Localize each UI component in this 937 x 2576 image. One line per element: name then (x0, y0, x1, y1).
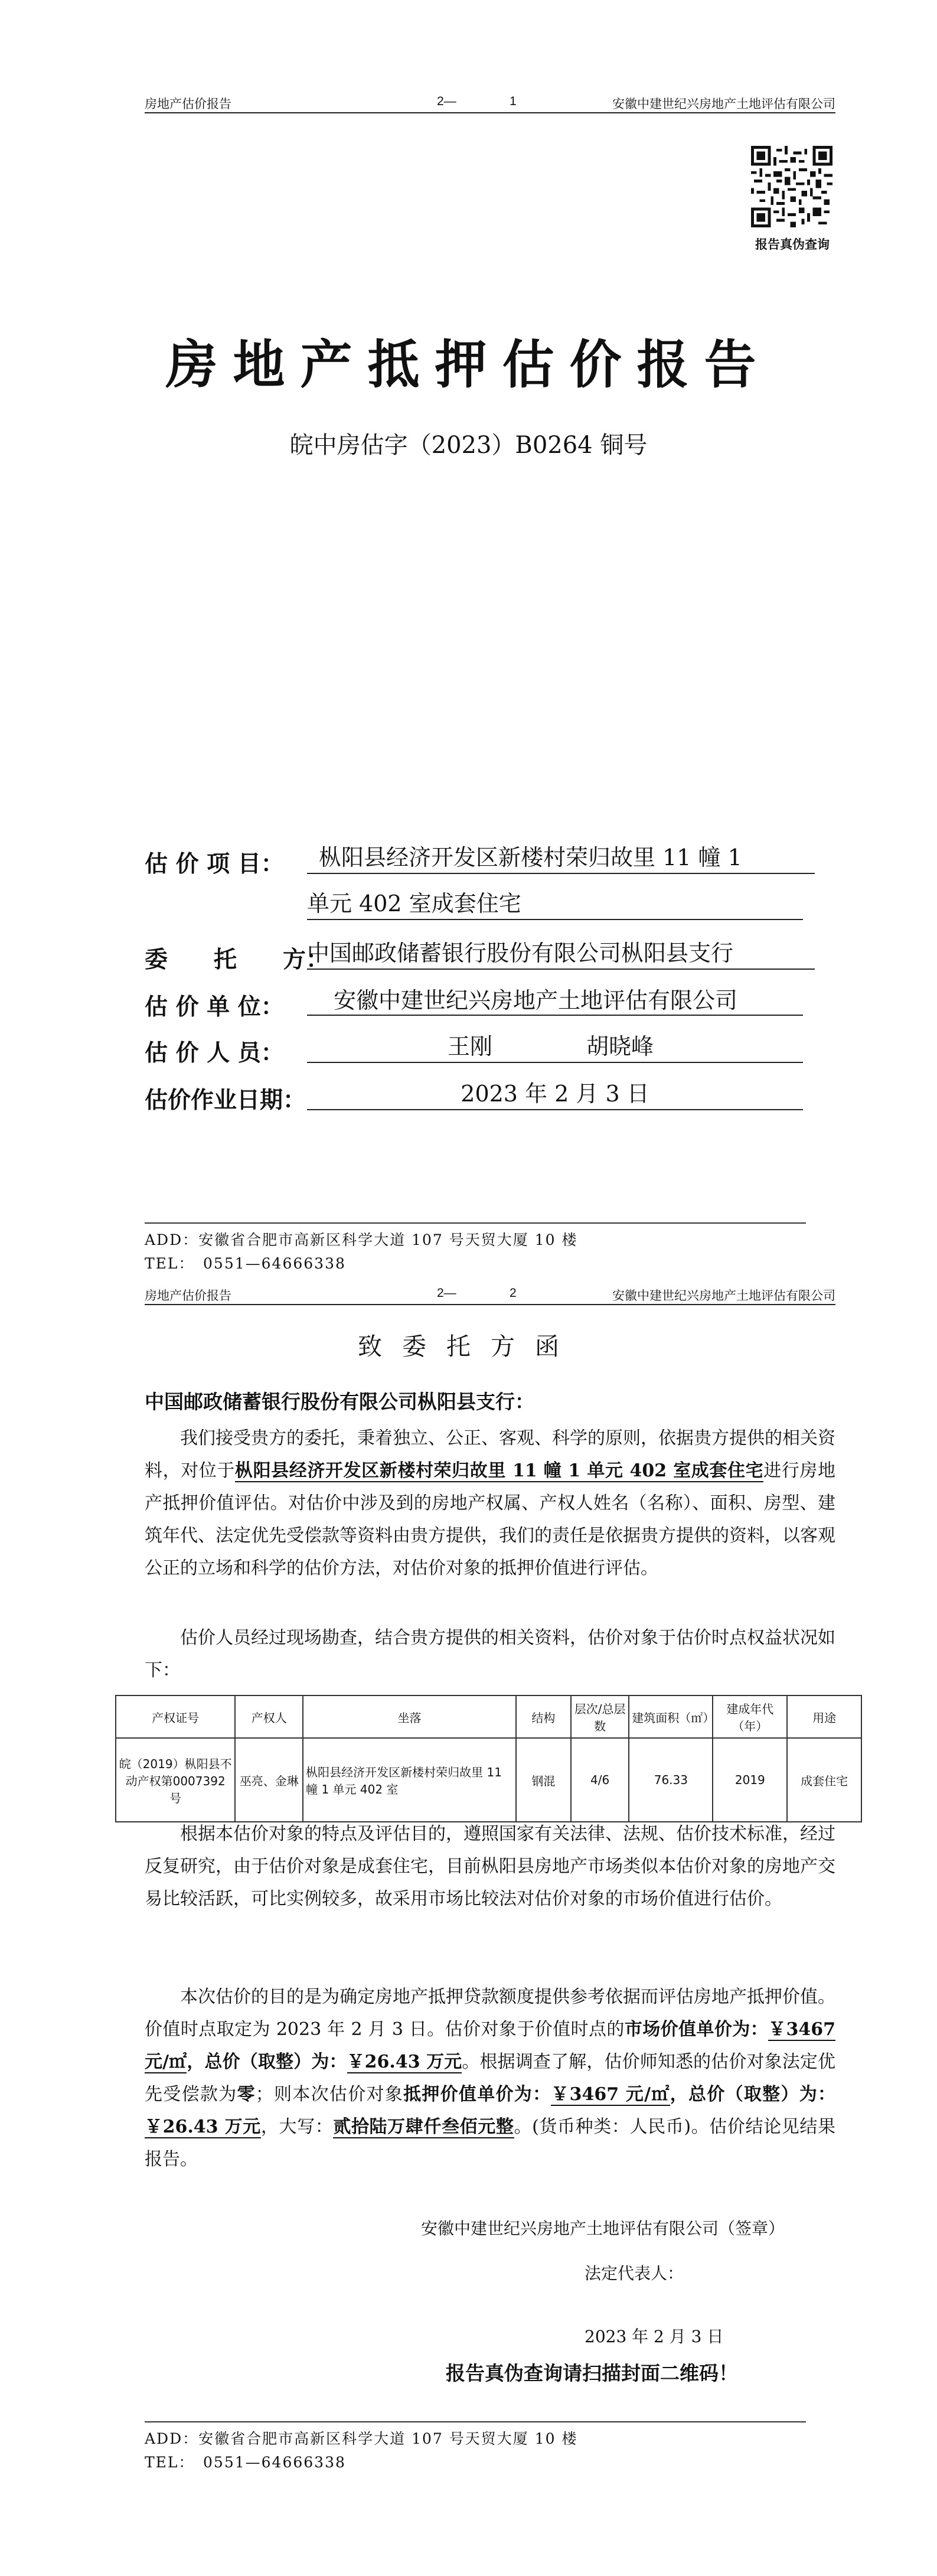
field-label-work-date: 估价作业日期： (145, 1087, 306, 1114)
paragraph-3: 根据本估价对象的特点及评估目的，遵照国家有关法律、法规、估价技术标准，经过反复研究，由于估价对象是成套住宅，目前枞阳县房地产市场类似本估价对象的房地产交易比较活跃，可比实例较多，故采用市场比较法对估价对象的市场价值进行估价。 (145, 1824, 835, 1909)
footer-tel: TEL： 0551—64666338 (145, 1255, 346, 1272)
cell-cert-no: 皖（2019）枞阳县不动产权第0007392 号 (116, 1738, 235, 1822)
letter-title: 致委托方函 (358, 1332, 579, 1361)
col-year: 建成年代（年） (713, 1695, 787, 1738)
cell-area: 76.33 (629, 1738, 713, 1822)
table-header-row (116, 1695, 861, 1738)
cell-usage: 成套住宅 (787, 1738, 861, 1822)
field-value-appraisers (307, 1032, 803, 1063)
p4-text-4: ，大写： (260, 2117, 334, 2137)
p4-mortgage-total: ￥26.43 万元 (145, 2117, 261, 2137)
signature-date: 2023 年 2 月 3 日 (585, 2327, 724, 2346)
col-usage: 用途 (787, 1695, 861, 1738)
report-number: 皖中房估字（2023）B0264 铜号 (289, 432, 648, 459)
paragraph-2: 估价人员经过现场勘查，结合贵方提供的相关资料，估价对象于估价时点权益状况如下： (145, 1628, 835, 1681)
p1-intro: 我们接受贵方的委托，秉着独立、公正、客观、科学的原则，依据贵方提供的相关资料，对位于 (145, 1428, 835, 1481)
letter-salutation: 中国邮政储蓄银行股份有限公司枞阳县支行： (145, 1390, 534, 1413)
header-page-total: 2— (437, 94, 456, 108)
page-header (145, 94, 835, 113)
p4-mortgage-unit-label: 抵押价值单价为： (403, 2084, 551, 2105)
p4-market-total-label: ，总价（取整）为： (187, 2052, 347, 2072)
cell-location: 枞阳县经济开发区新楼村荣归故里 11 幢 1 单元 402 室 (303, 1738, 516, 1822)
p4-text-5: 。(货币种类：人民币)。估价结论见结果报告。 (145, 2117, 836, 2170)
field-value-appraiser-unit: 安徽中建世纪兴房地产土地评估有限公司 (307, 986, 803, 1016)
signature-legal-rep: 法定代表人： (585, 2264, 684, 2283)
footer-tel: TEL： 0551—64666338 (145, 2454, 346, 2471)
verify-notice: 报告真伪查询请扫描封面二维码！ (446, 2362, 738, 2385)
header-report-type: 房地产估价报告 (145, 1289, 231, 1303)
field-label-appraiser-unit: 估 价 单 位： (145, 993, 284, 1020)
field-label-project: 估 价 项 目： (145, 850, 284, 878)
qr-code-icon[interactable] (751, 146, 832, 227)
signature-company: 安徽中建世纪兴房地产土地评估有限公司（签章） (421, 2219, 785, 2238)
cell-year: 2019 (713, 1738, 787, 1822)
p4-market-unit-label: 市场价值单价为： (624, 2019, 769, 2040)
table-row (116, 1738, 861, 1822)
qr-label: 报告真伪查询 (755, 237, 830, 252)
field-value-project-line2: 单元 402 室成套住宅 (307, 889, 803, 920)
col-owner: 产权人 (235, 1695, 303, 1738)
p4-market-total: ￥26.43 万元 (347, 2052, 462, 2072)
p4-mortgage-unit-price: ￥3467 元/㎡ (551, 2084, 670, 2105)
p4-amount-in-words: 贰拾陆万肆仟叁佰元整 (333, 2117, 514, 2137)
col-area: 建筑面积（㎡） (629, 1695, 713, 1738)
col-floor: 层次/总层数 (571, 1695, 629, 1738)
footer-address: ADD：安徽省合肥市高新区科学大道 107 号天贸大厦 10 楼 (145, 2430, 578, 2447)
appraiser-name-2: 胡晓峰 (586, 1033, 654, 1059)
cell-owner: 巫亮、金琳 (235, 1738, 303, 1822)
report-title: 房地产抵押估价报告 (165, 334, 772, 395)
header-page-number: 1 (510, 94, 517, 108)
header-page-total: 2— (437, 1286, 456, 1300)
footer-address-block (145, 2421, 806, 2474)
p4-market-unit-price: ￥3467 元/㎡ (145, 2019, 835, 2072)
p4-mortgage-total-label: ，总价（取整）为： (670, 2084, 836, 2105)
cell-structure: 钢混 (516, 1738, 571, 1822)
col-structure: 结构 (516, 1695, 571, 1738)
field-value-project: 枞阳县经济开发区新楼村荣归故里 11 幢 1 (307, 843, 815, 874)
header-page-number: 2 (510, 1286, 517, 1300)
field-label-client: 委 托 方： (145, 946, 329, 973)
p1-property: 枞阳县经济开发区新楼村荣归故里 11 幢 1 单元 402 室成套住宅 (234, 1460, 764, 1481)
page-header (145, 1286, 835, 1305)
field-value-client: 中国邮政储蓄银行股份有限公司枞阳县支行 (307, 939, 815, 970)
p4-text-2: 。根据调查了解，估价师知悉的估价对象法定优先受偿款为 (145, 2052, 835, 2105)
cell-floor: 4/6 (571, 1738, 629, 1822)
header-company: 安徽中建世纪兴房地产土地评估有限公司 (612, 1289, 835, 1303)
p4-text-3: ；则本次估价对象 (255, 2084, 404, 2105)
header-company: 安徽中建世纪兴房地产土地评估有限公司 (612, 97, 835, 111)
header-report-type: 房地产估价报告 (145, 97, 231, 111)
paragraph-4 (145, 1981, 835, 2176)
p4-priority-amount: 零 (237, 2084, 256, 2105)
field-value-work-date: 2023 年 2 月 3 日 (307, 1080, 803, 1110)
field-label-appraisers: 估 价 人 员： (145, 1039, 284, 1067)
col-cert-no: 产权证号 (116, 1695, 235, 1738)
p4-text-1: 本次估价的目的是为确定房地产抵押贷款额度提供参考依据而评估房地产抵押价值。价值时点取定为 2023 年 2 月 3 日。估价对象于价值时点的 (145, 1987, 835, 2040)
col-location: 坐落 (303, 1695, 516, 1738)
appraiser-name-1: 王刚 (448, 1033, 493, 1059)
property-table (115, 1695, 862, 1822)
footer-address: ADD：安徽省合肥市高新区科学大道 107 号天贸大厦 10 楼 (145, 1231, 578, 1248)
footer-address-block (145, 1222, 806, 1276)
p1-rest: 进行房地产抵押价值评估。对估价中涉及到的房地产权属、产权人姓名（名称）、面积、房型、建筑年代、法定优先受偿款等资料由贵方提供，我们的责任是依据贵方提供的资料，以客观公正的立场和科学的估价方法，对估价对象的抵押价值进行评估。 (145, 1460, 835, 1579)
paragraph-1 (145, 1422, 835, 1584)
